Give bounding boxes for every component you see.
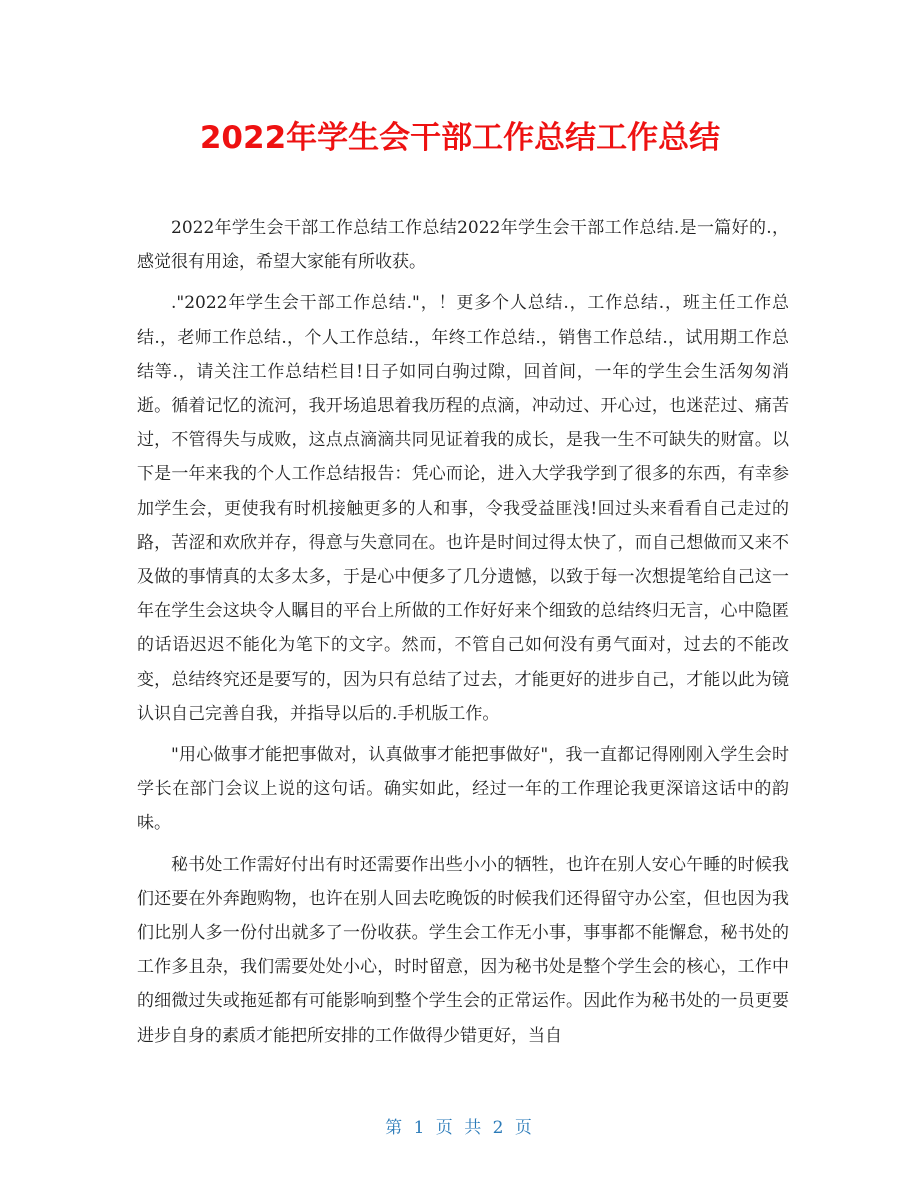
paragraph: "用心做事才能把事做对，认真做事才能把事做好"，我一直都记得刚刚入学生会时学长在部门会议上说的这句话。确实如此，经过一年的工作理论我更深谙这话中的韵味。	[137, 745, 789, 834]
paragraph: 2022年学生会干部工作总结工作总结2022年学生会干部工作总结.是一篇好的.，感觉很有用途，希望大家能有所收获。	[137, 218, 789, 273]
page-number-footer: 第 1 页 共 2 页	[385, 1118, 535, 1138]
paragraph: 秘书处工作需好付出有时还需要作出些小小的牺牲，也许在别人安心午睡的时候我们还要在外奔跑购物，也许在别人回去吃晚饭的时候我们还得留守办公室，但也因为我们比别人多一份付出就多了一份收获。学生会工作无小事，事事都不能懈怠，秘书处的工作多且杂，我们需要处处小心，时时留意，因为秘书处是整个学生会的核心，工作中的细微过失或拖延都有可能影响到整个学生会的正常运作。因此作为秘书处的一员更要进步自身的素质才能把所安排的工作做得少错更好，当自	[137, 854, 789, 1046]
document-body	[137, 211, 789, 1053]
document-title: 2022年学生会干部工作总结工作总结	[199, 120, 721, 156]
paragraph: ."2022年学生会干部工作总结."，！更多个人总结.，工作总结.，班主任工作总结.，老师工作总结.，个人工作总结.，年终工作总结.，销售工作总结.，试用期工作总结等.，请关注工作总结栏目!日子如同白驹过隙，回首间，一年的学生会生活匆匆消逝。循着记忆的流河，我开场追思着我历程的点滴，冲动过、开心过，也迷茫过、痛苦过，不管得失与成败，这点点滴滴共同见证着我的成长，是我一生不可缺失的财富。以下是一年来我的个人工作总结报告：凭心而论，进入大学我学到了很多的东西，有幸参加学生会，更使我有时机接触更多的人和事，令我受益匪浅!回过头来看看自己走过的路，苦涩和欢欣并存，得意与失意同在。也许是时间过得太快了，而自己想做而又来不及做的事情真的太多太多，于是心中便多了几分遗憾，以致于每一次想提笔给自己这一年在学生会这块令人瞩目的平台上所做的工作好好来个细致的总结终归无言，心中隐匿的话语迟迟不能化为笔下的文字。然而，不管自己如何没有勇气面对，过去的不能改变，总结终究还是要写的，因为只有总结了过去，才能更好的进步自己，才能以此为镜认识自己完善自我，并指导以后的.手机版工作。	[137, 293, 789, 724]
